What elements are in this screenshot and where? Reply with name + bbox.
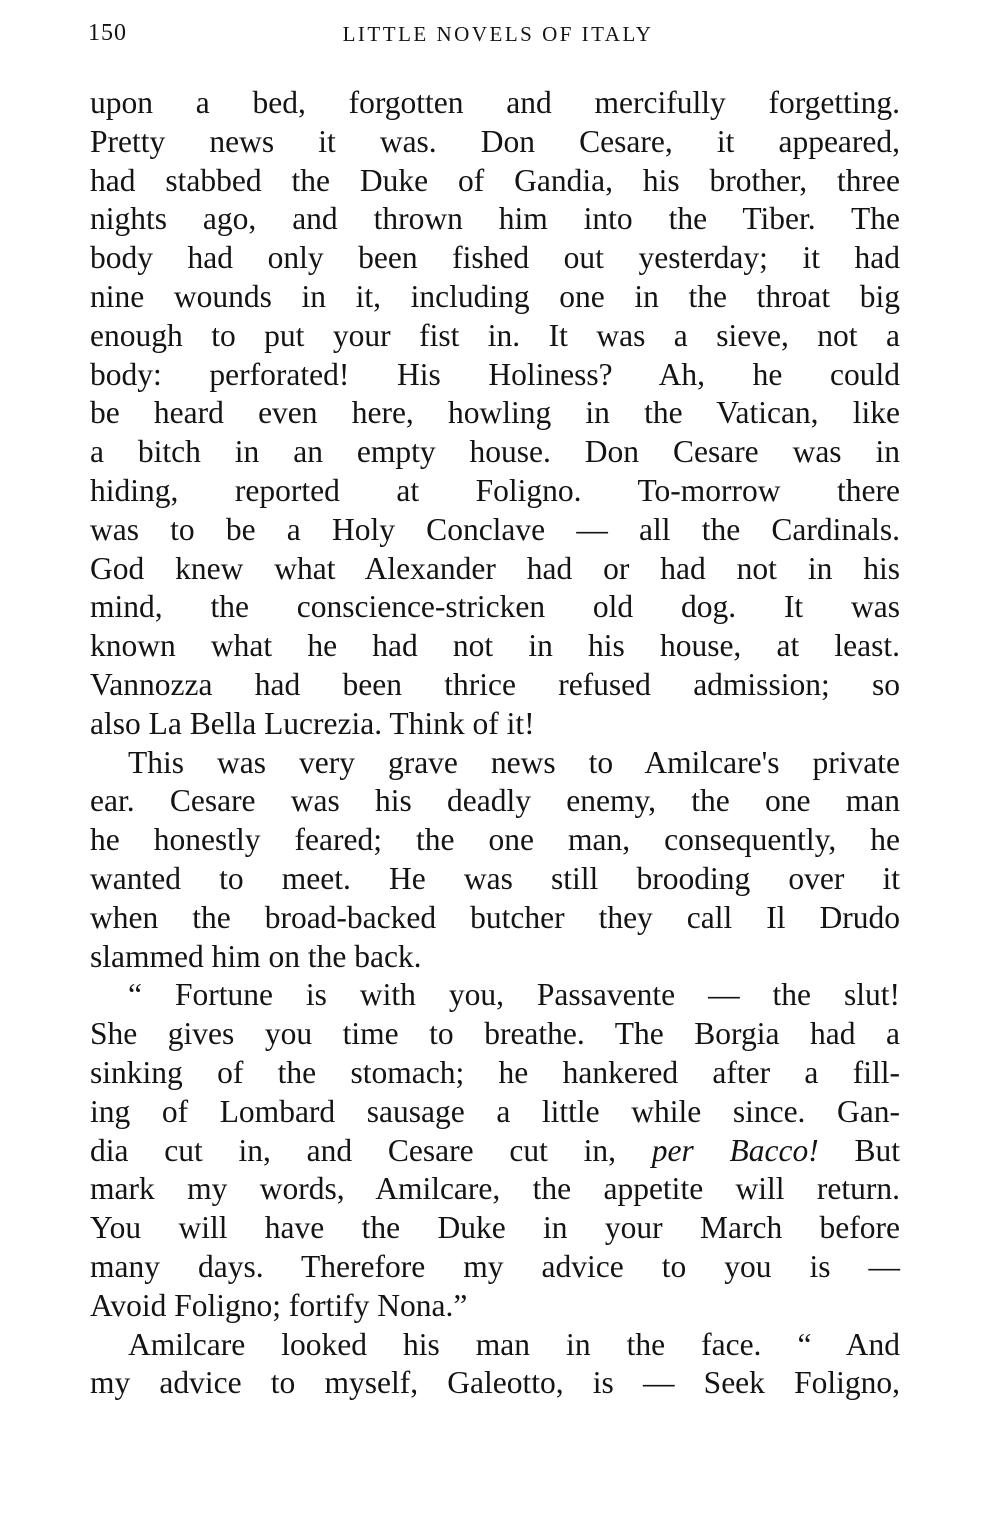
text-line: he honestly feared; the one man, consequently, he [90, 822, 900, 858]
text-line: She gives you time to breathe. The Borgia had a [90, 1016, 900, 1052]
text-line: a bitch in an empty house. Don Cesare was in [90, 434, 900, 470]
text-line: nights ago, and thrown him into the Tiber. The [90, 201, 900, 237]
text-line: Vannozza had been thrice refused admission; so [90, 666, 900, 702]
text-line: You will have the Duke in your March before [90, 1210, 900, 1246]
text-line: mind, the conscience-stricken old dog. It was [90, 589, 900, 625]
text-line: enough to put your fist in. It was a sieve, not a [90, 317, 900, 353]
text-segment: dia cut in, and Cesare cut in, [90, 1132, 616, 1168]
text-line: nine wounds in it, including one in the throat big [90, 278, 900, 314]
page-number: 150 [88, 20, 127, 46]
text-line: slammed him on the back. [90, 938, 422, 974]
text-line: was to be a Holy Conclave — all the Cardinals. [90, 511, 900, 547]
text-line: when the broad-backed butcher they call Il Drudo [90, 899, 900, 935]
text-line: hiding, reported at Foligno. To-morrow there [90, 472, 900, 508]
text-line: many days. Therefore my advice to you is — [90, 1248, 900, 1284]
text-line: my advice to myself, Galeotto, is — Seek Foligno, [90, 1365, 900, 1401]
text-line: upon a bed, forgotten and mercifully forgetting. [90, 85, 900, 120]
body-text [90, 84, 900, 1403]
paragraph-start-line: “ Fortune is with you, Passavente — the slut! [128, 977, 900, 1013]
text-line: be heard even here, howling in the Vatican, like [90, 395, 900, 431]
text-line: God knew what Alexander had or had not in his [90, 550, 900, 586]
text-line: body had only been fished out yesterday; it had [90, 240, 900, 276]
paragraph-start-line: Amilcare looked his man in the face. “ And [128, 1326, 900, 1362]
text-line: also La Bella Lucrezia. Think of it! [90, 705, 535, 741]
text-line: Pretty news it was. Don Cesare, it appeared, [90, 123, 900, 159]
running-header [88, 18, 908, 54]
text-line: ear. Cesare was his deadly enemy, the one man [90, 783, 900, 819]
text-line: known what he had not in his house, at least. [90, 628, 900, 664]
text-line: ing of Lombard sausage a little while since. Gan- [90, 1093, 900, 1129]
running-head-title: LITTLE NOVELS OF ITALY [342, 22, 654, 46]
text-line-mixed [90, 1132, 900, 1171]
text-segment: But [854, 1132, 901, 1168]
text-line: body: perforated! His Holiness? Ah, he could [90, 356, 900, 392]
text-line: wanted to meet. He was still brooding over it [90, 860, 900, 896]
paragraph-start-line: This was very grave news to Amilcare's private [128, 744, 900, 780]
text-line: mark my words, Amilcare, the appetite will return. [90, 1171, 900, 1207]
text-line: had stabbed the Duke of Gandia, his brother, three [90, 162, 900, 198]
text-line: Avoid Foligno; fortify Nona.” [90, 1287, 468, 1323]
italic-phrase: per Bacco! [651, 1132, 819, 1168]
text-line: sinking of the stomach; he hankered after a fill- [90, 1054, 900, 1090]
